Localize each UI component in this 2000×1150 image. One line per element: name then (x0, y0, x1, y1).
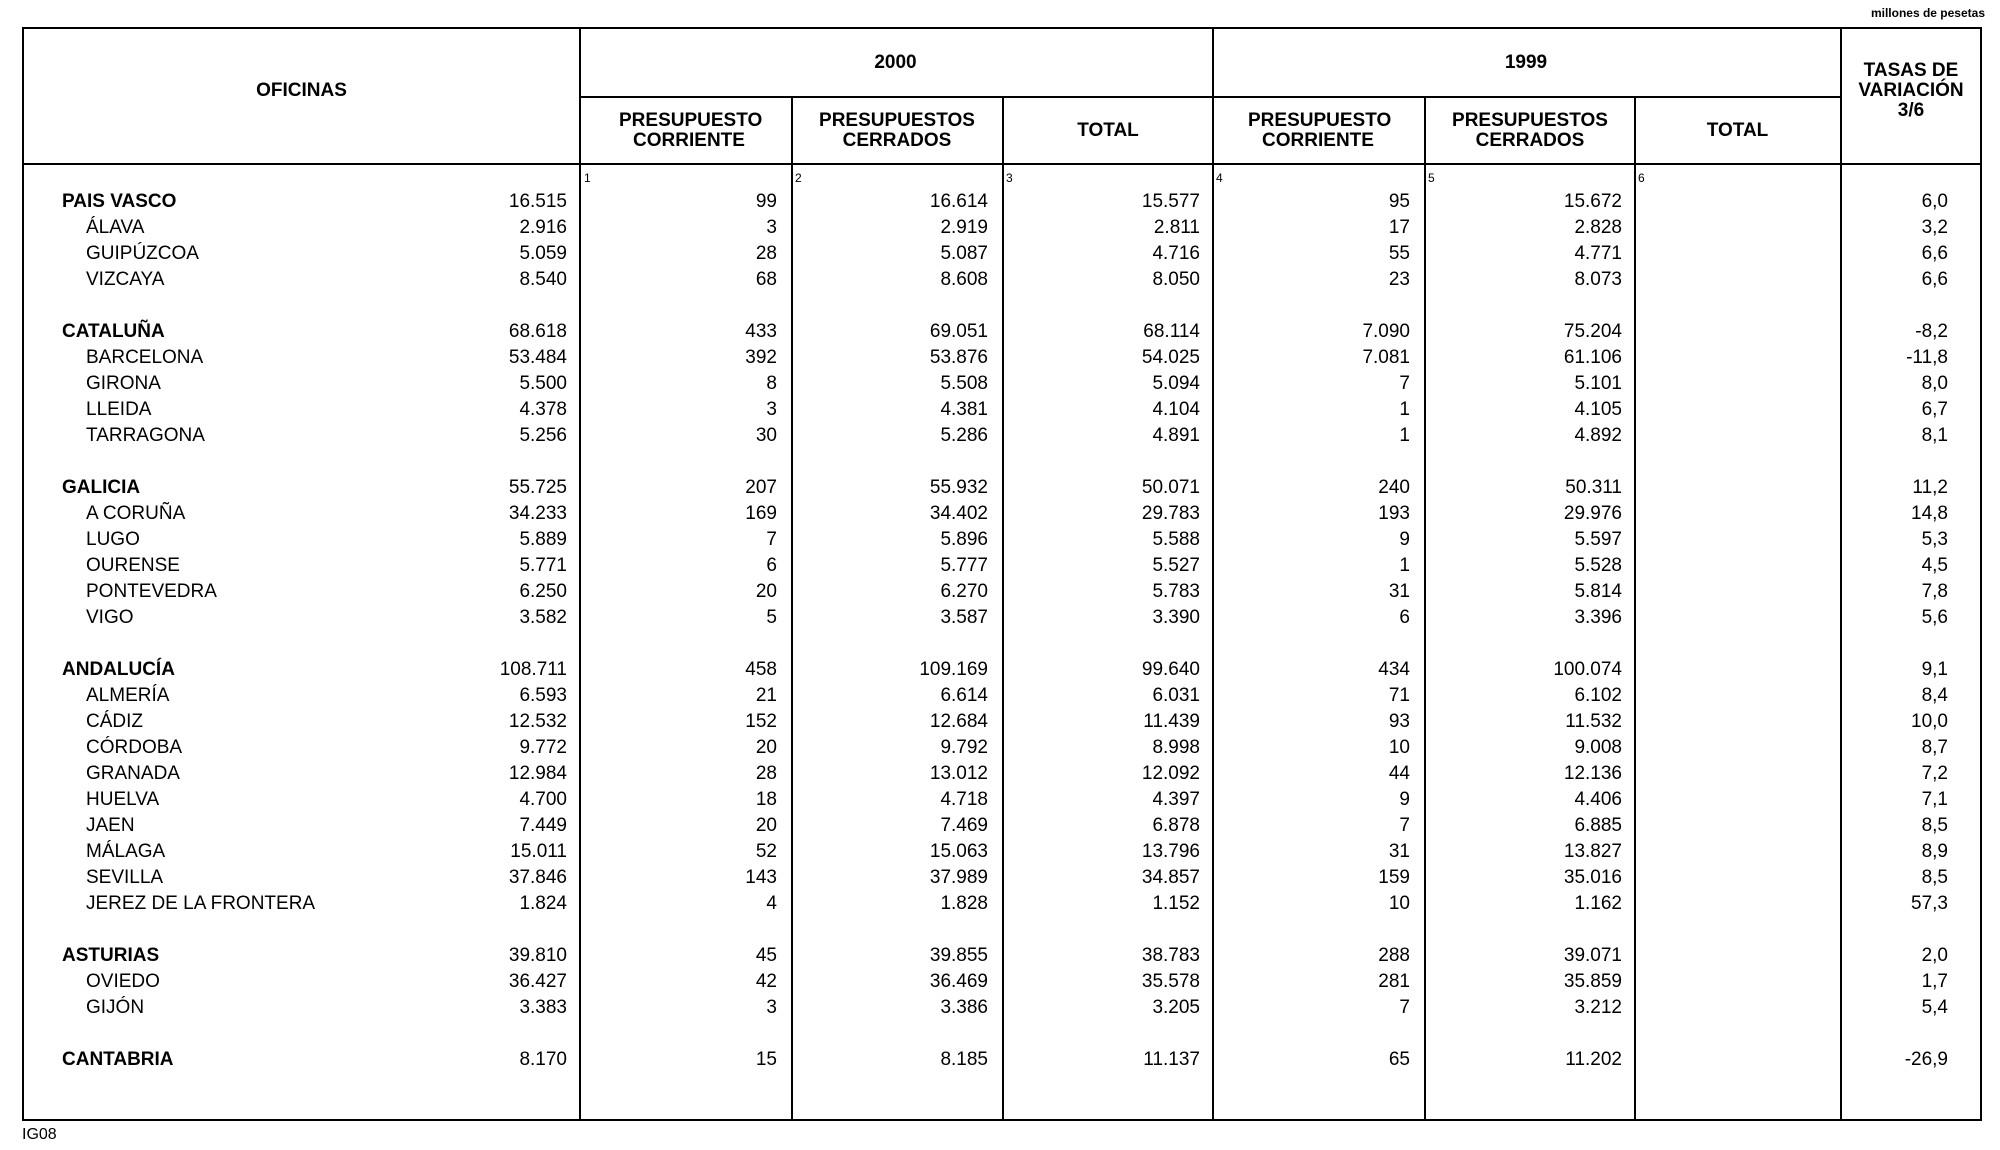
value-cell-col-6: 35.016 (1563, 867, 1622, 888)
value-cell-col-6: 100.074 (1553, 659, 1622, 680)
region-row (24, 475, 1980, 501)
region-row (24, 943, 1980, 969)
province-name: GUIPÚZCOA (86, 243, 199, 264)
table-row (24, 345, 1980, 371)
value-cell-col-5: 71 (1388, 685, 1410, 706)
value-cell-col-5: 1 (1399, 425, 1410, 446)
value-cell-col-2: 392 (745, 347, 777, 368)
province-name: OVIEDO (86, 971, 160, 992)
table-row (24, 527, 1980, 553)
table-row (24, 865, 1980, 891)
value-cell-col-2: 28 (755, 243, 777, 264)
value-cell-col-2: 8 (766, 373, 777, 394)
table-row (24, 787, 1980, 813)
value-cell-col-6: 1.162 (1574, 893, 1622, 914)
value-cell-col-6: 5.101 (1574, 373, 1622, 394)
value-cell-col-6: 15.672 (1563, 191, 1622, 212)
value-cell-col-2: 458 (745, 659, 777, 680)
value-cell-col-6: 3.212 (1574, 997, 1622, 1018)
value-cell-col-7: 8,5 (1921, 815, 1948, 836)
region-row (24, 319, 1980, 345)
value-cell-col-7: 6,7 (1921, 399, 1948, 420)
data-table (22, 27, 1982, 1121)
value-cell-col-1: 4.378 (519, 399, 567, 420)
table-row (24, 553, 1980, 579)
region-row (24, 1047, 1980, 1073)
table-row (24, 267, 1980, 293)
value-cell-col-6: 29.976 (1563, 503, 1622, 524)
value-cell-col-2: 5 (766, 607, 777, 628)
table-row (24, 891, 1980, 917)
value-cell-col-3: 12.684 (929, 711, 988, 732)
value-cell-col-7: 2,0 (1921, 945, 1948, 966)
value-cell-col-7: 8,4 (1921, 685, 1948, 706)
value-cell-col-1: 3.383 (519, 997, 567, 1018)
column-number: 4 (1216, 171, 1223, 185)
value-cell-col-3: 5.896 (940, 529, 988, 550)
province-name: OURENSE (86, 555, 180, 576)
value-cell-col-7: 6,6 (1921, 243, 1948, 264)
value-cell-col-1: 6.593 (519, 685, 567, 706)
header-presupuesto-corriente-2000: PRESUPUESTO CORRIENTE (619, 110, 763, 151)
value-cell-col-5: 10 (1388, 893, 1410, 914)
value-cell-col-4: 11.137 (1143, 1049, 1200, 1070)
value-cell-col-5: 23 (1388, 269, 1410, 290)
province-name: ÁLAVA (86, 217, 145, 238)
value-cell-col-3: 5.087 (940, 243, 988, 264)
value-cell-col-7: -8,2 (1915, 321, 1948, 342)
value-cell-col-3: 4.718 (940, 789, 988, 810)
value-cell-col-3: 39.855 (929, 945, 988, 966)
value-cell-col-1: 5.256 (519, 425, 567, 446)
region-name: PAIS VASCO (62, 191, 177, 212)
value-cell-col-2: 169 (745, 503, 777, 524)
value-cell-col-3: 109.169 (919, 659, 988, 680)
province-name: MÁLAGA (86, 841, 166, 862)
value-cell-col-6: 6.885 (1574, 815, 1622, 836)
value-cell-col-1: 6.250 (519, 581, 567, 602)
value-cell-col-4: 8.998 (1152, 737, 1200, 758)
value-cell-col-7: 6,0 (1921, 191, 1948, 212)
value-cell-col-4: 8.050 (1152, 269, 1200, 290)
value-cell-col-7: 5,3 (1921, 529, 1948, 550)
value-cell-col-5: 31 (1388, 841, 1410, 862)
header-presupuestos-cerrados-1999: PRESUPUESTOS CERRADOS (1452, 110, 1608, 151)
value-cell-col-1: 108.711 (499, 659, 567, 680)
value-cell-col-5: 10 (1388, 737, 1410, 758)
value-cell-col-2: 30 (755, 425, 777, 446)
value-cell-col-4: 68.114 (1143, 321, 1200, 342)
value-cell-col-3: 69.051 (929, 321, 988, 342)
value-cell-col-4: 15.577 (1141, 191, 1200, 212)
value-cell-col-6: 4.105 (1574, 399, 1622, 420)
value-cell-col-5: 31 (1388, 581, 1410, 602)
value-cell-col-6: 75.204 (1563, 321, 1622, 342)
value-cell-col-7: 7,1 (1921, 789, 1948, 810)
value-cell-col-3: 7.469 (940, 815, 988, 836)
value-cell-col-7: 8,1 (1921, 425, 1948, 446)
column-number: 5 (1428, 171, 1435, 185)
province-name: VIGO (86, 607, 134, 628)
value-cell-col-2: 3 (766, 399, 777, 420)
header-presupuestos-cerrados-2000: PRESUPUESTOS CERRADOS (819, 110, 975, 151)
value-cell-col-7: 6,6 (1921, 269, 1948, 290)
value-cell-col-4: 5.588 (1152, 529, 1200, 550)
value-cell-col-4: 12.092 (1141, 763, 1200, 784)
value-cell-col-5: 1 (1399, 399, 1410, 420)
value-cell-col-3: 34.402 (929, 503, 988, 524)
value-cell-col-6: 4.892 (1574, 425, 1622, 446)
value-cell-col-5: 193 (1378, 503, 1410, 524)
value-cell-col-2: 45 (755, 945, 777, 966)
province-name: CÓRDOBA (86, 737, 183, 758)
value-cell-col-5: 240 (1378, 477, 1410, 498)
value-cell-col-3: 6.614 (940, 685, 988, 706)
value-cell-col-6: 2.828 (1574, 217, 1622, 238)
value-cell-col-6: 35.859 (1563, 971, 1622, 992)
value-cell-col-1: 55.725 (508, 477, 567, 498)
value-cell-col-3: 13.012 (929, 763, 988, 784)
province-name: CÁDIZ (86, 711, 143, 732)
value-cell-col-1: 34.233 (508, 503, 567, 524)
region-row (24, 189, 1980, 215)
value-cell-col-1: 8.540 (519, 269, 567, 290)
table-row (24, 995, 1980, 1021)
value-cell-col-5: 434 (1378, 659, 1410, 680)
table-row (24, 683, 1980, 709)
column-number: 6 (1638, 171, 1645, 185)
value-cell-col-2: 15 (755, 1049, 777, 1070)
value-cell-col-7: 57,3 (1911, 893, 1948, 914)
value-cell-col-5: 6 (1399, 607, 1410, 628)
value-cell-col-3: 8.185 (940, 1049, 988, 1070)
value-cell-col-4: 4.891 (1152, 425, 1200, 446)
value-cell-col-4: 4.397 (1152, 789, 1200, 810)
header-presupuesto-corriente-1999: PRESUPUESTO CORRIENTE (1248, 110, 1392, 151)
province-name: VIZCAYA (86, 269, 165, 290)
value-cell-col-6: 5.814 (1574, 581, 1622, 602)
value-cell-col-7: 14,8 (1911, 503, 1948, 524)
value-cell-col-6: 4.406 (1574, 789, 1622, 810)
value-cell-col-6: 61.106 (1563, 347, 1622, 368)
value-cell-col-4: 4.716 (1152, 243, 1200, 264)
table-row (24, 761, 1980, 787)
value-cell-col-6: 11.532 (1565, 711, 1622, 732)
value-cell-col-1: 15.011 (510, 841, 567, 862)
value-cell-col-1: 39.810 (508, 945, 567, 966)
value-cell-col-4: 13.796 (1141, 841, 1200, 862)
value-cell-col-7: 3,2 (1921, 217, 1948, 238)
value-cell-col-1: 5.059 (519, 243, 567, 264)
value-cell-col-5: 7 (1399, 815, 1410, 836)
unit-note: millones de pesetas (1870, 6, 1985, 20)
value-cell-col-5: 7.081 (1362, 347, 1410, 368)
value-cell-col-3: 5.508 (940, 373, 988, 394)
footer-code: IG08 (22, 1126, 57, 1143)
value-cell-col-5: 281 (1378, 971, 1410, 992)
table-row (24, 969, 1980, 995)
value-cell-col-2: 52 (755, 841, 777, 862)
province-name: ALMERÍA (86, 685, 170, 706)
value-cell-col-7: 8,0 (1921, 373, 1948, 394)
value-cell-col-2: 152 (745, 711, 777, 732)
value-cell-col-3: 55.932 (929, 477, 988, 498)
value-cell-col-6: 13.827 (1563, 841, 1622, 862)
table-row (24, 813, 1980, 839)
value-cell-col-4: 11.439 (1143, 711, 1200, 732)
province-name: LUGO (86, 529, 140, 550)
value-cell-col-2: 3 (766, 217, 777, 238)
value-cell-col-5: 288 (1378, 945, 1410, 966)
header-year-2000: 2000 (874, 52, 917, 73)
value-cell-col-1: 12.532 (508, 711, 567, 732)
value-cell-col-3: 53.876 (929, 347, 988, 368)
value-cell-col-4: 5.527 (1152, 555, 1200, 576)
table-row (24, 709, 1980, 735)
table-row (24, 371, 1980, 397)
value-cell-col-7: 8,9 (1921, 841, 1948, 862)
value-cell-col-7: 7,2 (1921, 763, 1948, 784)
value-cell-col-3: 5.777 (940, 555, 988, 576)
value-cell-col-4: 3.390 (1152, 607, 1200, 628)
header-tasas-variacion: TASAS DE VARIACIÓN 3/6 (1858, 60, 1964, 121)
value-cell-col-2: 20 (755, 815, 777, 836)
table-row (24, 241, 1980, 267)
table-row (24, 501, 1980, 527)
value-cell-col-1: 16.515 (508, 191, 567, 212)
value-cell-col-4: 34.857 (1141, 867, 1200, 888)
value-cell-col-6: 9.008 (1574, 737, 1622, 758)
value-cell-col-7: 1,7 (1921, 971, 1948, 992)
value-cell-col-3: 36.469 (929, 971, 988, 992)
value-cell-col-2: 20 (755, 737, 777, 758)
value-cell-col-4: 6.031 (1152, 685, 1200, 706)
value-cell-col-4: 54.025 (1141, 347, 1200, 368)
column-number: 3 (1006, 171, 1013, 185)
value-cell-col-3: 6.270 (940, 581, 988, 602)
value-cell-col-6: 3.396 (1574, 607, 1622, 628)
value-cell-col-1: 36.427 (508, 971, 567, 992)
value-cell-col-2: 20 (755, 581, 777, 602)
value-cell-col-3: 37.989 (929, 867, 988, 888)
value-cell-col-1: 8.170 (519, 1049, 567, 1070)
value-cell-col-1: 5.500 (519, 373, 567, 394)
value-cell-col-4: 3.205 (1152, 997, 1200, 1018)
value-cell-col-6: 8.073 (1574, 269, 1622, 290)
value-cell-col-2: 99 (755, 191, 777, 212)
value-cell-col-3: 16.614 (929, 191, 988, 212)
table-row (24, 215, 1980, 241)
province-name: GIJÓN (86, 997, 145, 1018)
value-cell-col-1: 68.618 (508, 321, 567, 342)
header-divider (579, 96, 1840, 98)
value-cell-col-2: 18 (755, 789, 777, 810)
value-cell-col-7: 5,6 (1921, 607, 1948, 628)
table-row (24, 579, 1980, 605)
value-cell-col-7: -26,9 (1904, 1049, 1948, 1070)
value-cell-col-5: 1 (1399, 555, 1410, 576)
value-cell-col-7: 8,7 (1921, 737, 1948, 758)
value-cell-col-2: 7 (766, 529, 777, 550)
header-total-1999: TOTAL (1706, 120, 1769, 141)
value-cell-col-4: 29.783 (1141, 503, 1200, 524)
value-cell-col-3: 2.919 (940, 217, 988, 238)
region-name: CATALUÑA (62, 321, 165, 342)
value-cell-col-3: 1.828 (940, 893, 988, 914)
value-cell-col-5: 17 (1388, 217, 1410, 238)
region-row (24, 657, 1980, 683)
value-cell-col-4: 38.783 (1141, 945, 1200, 966)
table-body (24, 189, 1980, 1073)
value-cell-col-2: 143 (745, 867, 777, 888)
header-bottom-rule (24, 163, 1980, 165)
value-cell-col-6: 50.311 (1565, 477, 1622, 498)
table-row (24, 423, 1980, 449)
value-cell-col-7: 5,4 (1921, 997, 1948, 1018)
value-cell-col-2: 68 (755, 269, 777, 290)
value-cell-col-7: 8,5 (1921, 867, 1948, 888)
province-name: JAEN (86, 815, 135, 836)
table-row (24, 735, 1980, 761)
value-cell-col-3: 15.063 (929, 841, 988, 862)
header-year-1999: 1999 (1504, 52, 1548, 73)
value-cell-col-2: 3 (766, 997, 777, 1018)
value-cell-col-6: 11.202 (1565, 1049, 1622, 1070)
value-cell-col-4: 5.783 (1152, 581, 1200, 602)
value-cell-col-5: 55 (1388, 243, 1410, 264)
value-cell-col-3: 3.386 (940, 997, 988, 1018)
value-cell-col-2: 21 (755, 685, 777, 706)
value-cell-col-5: 65 (1388, 1049, 1410, 1070)
region-name: ANDALUCÍA (62, 659, 175, 680)
value-cell-col-7: 11,2 (1912, 477, 1948, 498)
province-name: JEREZ DE LA FRONTERA (86, 893, 316, 914)
value-cell-col-5: 7.090 (1362, 321, 1410, 342)
region-name: CANTABRIA (62, 1049, 174, 1070)
value-cell-col-1: 5.889 (519, 529, 567, 550)
value-cell-col-2: 28 (755, 763, 777, 784)
value-cell-col-5: 9 (1399, 789, 1410, 810)
value-cell-col-6: 6.102 (1574, 685, 1622, 706)
value-cell-col-7: 9,1 (1921, 659, 1948, 680)
value-cell-col-7: 4,5 (1921, 555, 1948, 576)
value-cell-col-1: 7.449 (519, 815, 567, 836)
value-cell-col-1: 2.916 (519, 217, 567, 238)
value-cell-col-4: 50.071 (1141, 477, 1200, 498)
province-name: HUELVA (86, 789, 160, 810)
value-cell-col-5: 159 (1378, 867, 1410, 888)
value-cell-col-2: 207 (745, 477, 777, 498)
value-cell-col-5: 9 (1399, 529, 1410, 550)
value-cell-col-1: 12.984 (508, 763, 567, 784)
value-cell-col-4: 2.811 (1153, 217, 1200, 238)
value-cell-col-6: 5.597 (1574, 529, 1622, 550)
value-cell-col-7: 7,8 (1921, 581, 1948, 602)
value-cell-col-1: 4.700 (519, 789, 567, 810)
value-cell-col-2: 4 (766, 893, 777, 914)
value-cell-col-2: 6 (766, 555, 777, 576)
value-cell-col-6: 4.771 (1574, 243, 1622, 264)
value-cell-col-7: -11,8 (1906, 347, 1948, 368)
value-cell-col-5: 7 (1399, 997, 1410, 1018)
table-row (24, 839, 1980, 865)
value-cell-col-1: 37.846 (508, 867, 567, 888)
value-cell-col-4: 5.094 (1152, 373, 1200, 394)
value-cell-col-2: 42 (755, 971, 777, 992)
value-cell-col-1: 53.484 (508, 347, 567, 368)
value-cell-col-1: 3.582 (519, 607, 567, 628)
value-cell-col-5: 44 (1388, 763, 1410, 784)
value-cell-col-7: 10,0 (1911, 711, 1948, 732)
province-name: BARCELONA (86, 347, 204, 368)
value-cell-col-4: 99.640 (1141, 659, 1200, 680)
value-cell-col-4: 6.878 (1152, 815, 1200, 836)
table-row (24, 605, 1980, 631)
province-name: LLEIDA (86, 399, 152, 420)
province-name: SEVILLA (86, 867, 164, 888)
value-cell-col-2: 433 (745, 321, 777, 342)
value-cell-col-4: 1.152 (1152, 893, 1200, 914)
region-name: GALICIA (62, 477, 141, 498)
value-cell-col-4: 4.104 (1152, 399, 1200, 420)
value-cell-col-3: 4.381 (940, 399, 988, 420)
region-name: ASTURIAS (62, 945, 160, 966)
value-cell-col-3: 5.286 (940, 425, 988, 446)
value-cell-col-1: 1.824 (519, 893, 567, 914)
province-name: GRANADA (86, 763, 180, 784)
province-name: PONTEVEDRA (86, 581, 217, 602)
province-name: TARRAGONA (86, 425, 205, 446)
value-cell-col-5: 95 (1388, 191, 1410, 212)
value-cell-col-1: 5.771 (519, 555, 567, 576)
province-name: A CORUÑA (86, 503, 186, 524)
value-cell-col-5: 7 (1399, 373, 1410, 394)
value-cell-col-5: 93 (1388, 711, 1410, 732)
value-cell-col-3: 3.587 (940, 607, 988, 628)
province-name: GIRONA (86, 373, 161, 394)
table-row (24, 397, 1980, 423)
header-total-2000: TOTAL (1077, 120, 1139, 141)
value-cell-col-4: 35.578 (1141, 971, 1200, 992)
value-cell-col-6: 12.136 (1563, 763, 1622, 784)
value-cell-col-6: 39.071 (1563, 945, 1622, 966)
header-oficinas: OFICINAS (256, 80, 347, 101)
value-cell-col-3: 9.792 (940, 737, 988, 758)
value-cell-col-6: 5.528 (1574, 555, 1622, 576)
column-number: 1 (584, 171, 591, 185)
value-cell-col-3: 8.608 (940, 269, 988, 290)
value-cell-col-1: 9.772 (519, 737, 567, 758)
column-number: 2 (795, 171, 802, 185)
